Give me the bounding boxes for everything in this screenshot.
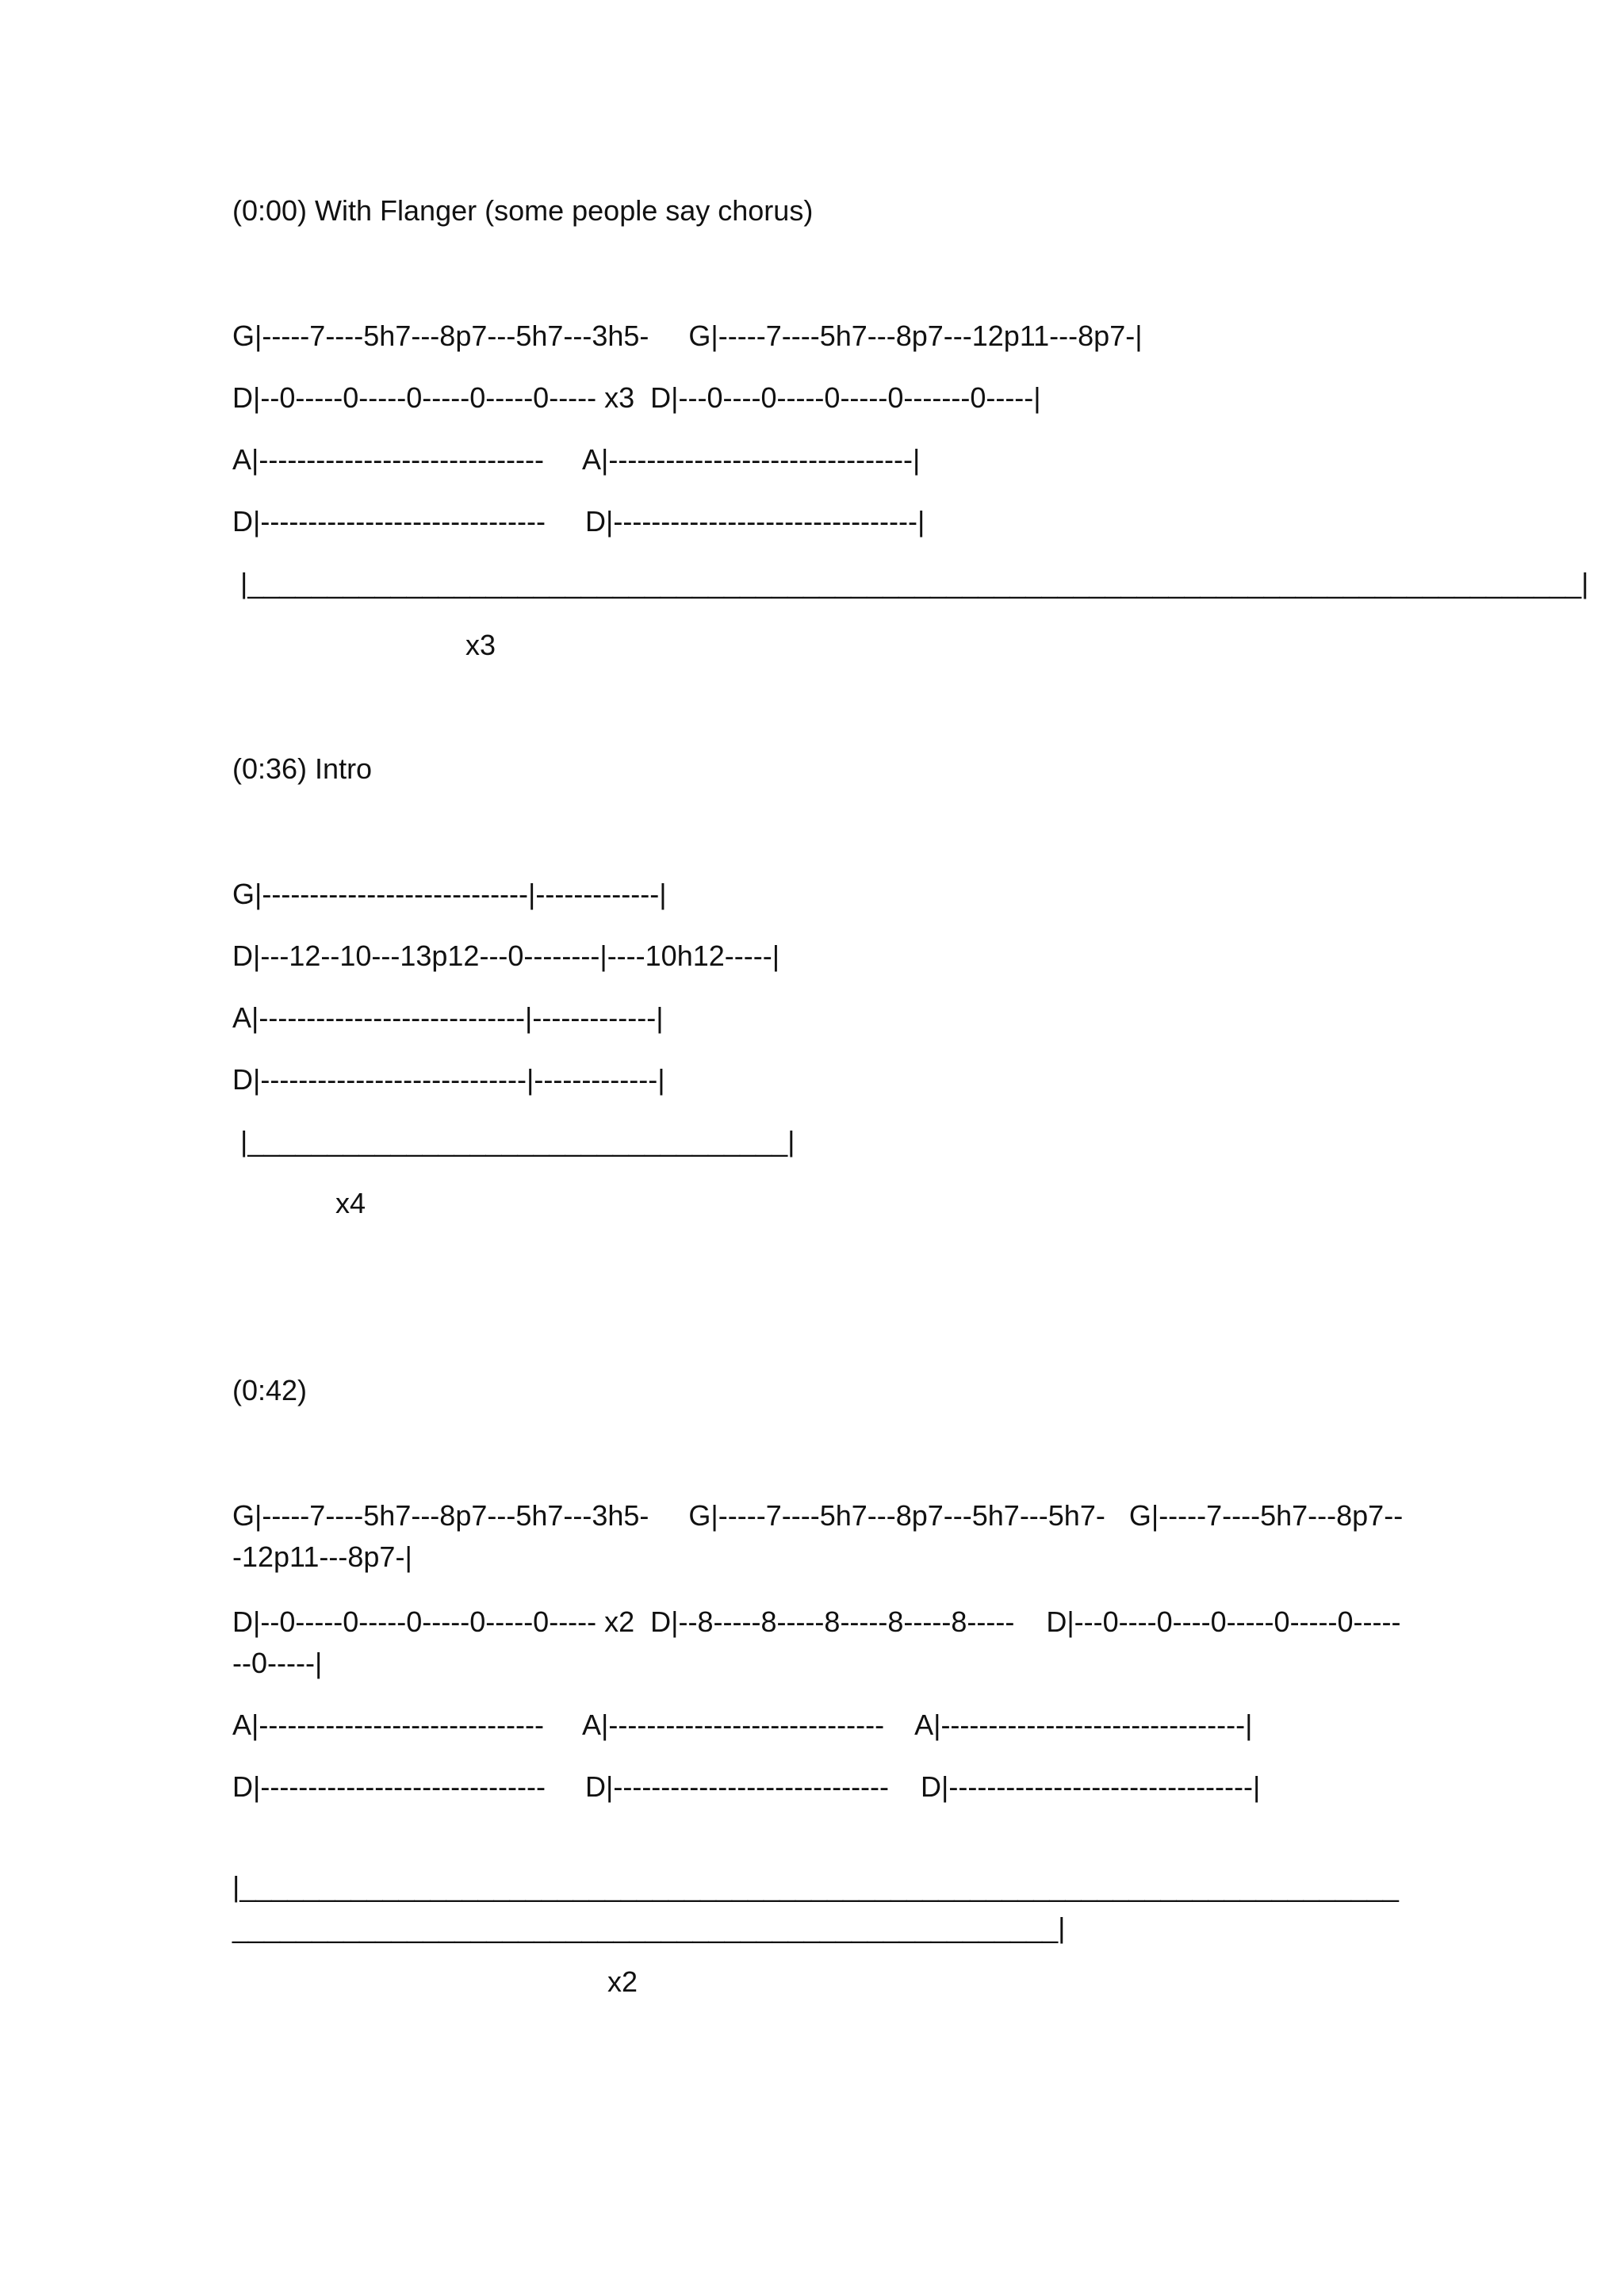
tab-line: D|------------------------------ D|----------------------------- D|--------------------------------| (232, 1770, 1261, 1803)
tab-line: D|--0-----0-----0-----0-----0----- x3 D|---0----0-----0-----0-------0-----| (232, 381, 1041, 414)
tab-line: A|----------------------------|-------------| (232, 1001, 664, 1034)
tab-line: D|---12--10---13p12---0--------|----10h12-----| (232, 939, 780, 972)
tab-line: D|----------------------------|-------------| (232, 1063, 665, 1096)
repeat-count: x2 (607, 1965, 638, 1998)
tab-line: G|-----7----5h7---8p7---5h7---3h5- G|-----7----5h7---8p7---5h7---5h7- G|-----7----5h7---8p7---12p11---8p7-| (232, 1499, 1404, 1573)
tab-line: A|------------------------------ A|--------------------------------| (232, 443, 921, 476)
repeat-count: x3 (465, 629, 496, 661)
repeat-count: x4 (335, 1187, 366, 1219)
repeat-bar: |_____________________________________________________________________________________________________________________________| (232, 1870, 1399, 1944)
tab-line: G|----------------------------|-------------| (232, 878, 667, 910)
section-heading: (0:00) With Flanger (some people say chorus) (232, 194, 814, 227)
section-heading: (0:42) (232, 1374, 308, 1406)
tab-line: G|-----7----5h7---8p7---5h7---3h5- G|-----7----5h7---8p7---12p11---8p7-| (232, 320, 1143, 352)
section-heading: (0:36) Intro (232, 752, 373, 785)
repeat-bar: |____________________________________________________________________________________| (232, 567, 1589, 599)
repeat-bar: |__________________________________| (232, 1125, 795, 1158)
tab-line: D|--0-----0-----0-----0-----0----- x2 D|--8-----8-----8-----8-----8----- D|---0----0----0-----0-----0-------0-----| (232, 1605, 1401, 1679)
tab-line: A|------------------------------ A|----------------------------- A|--------------------------------| (232, 1709, 1253, 1741)
tab-line: D|------------------------------ D|--------------------------------| (232, 505, 925, 538)
